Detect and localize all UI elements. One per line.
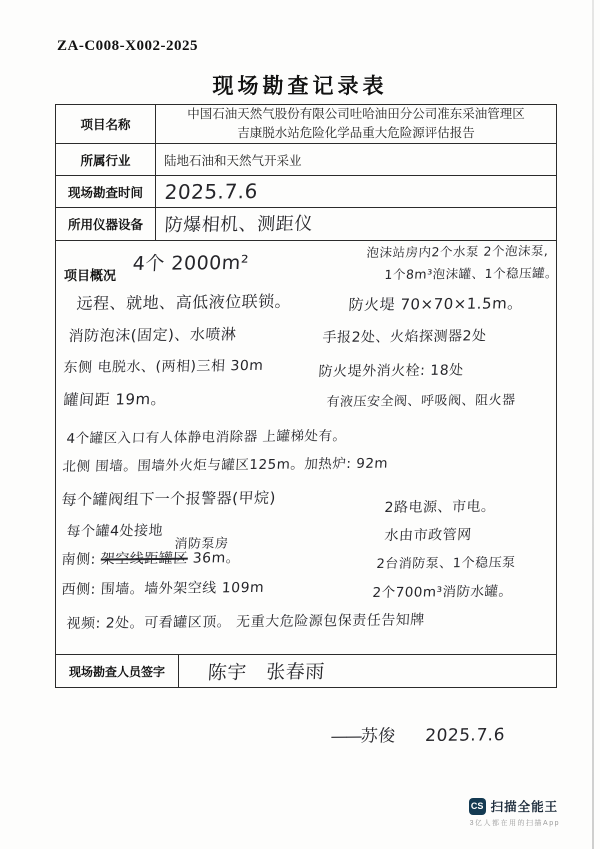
overview-note-south — [61, 547, 241, 569]
survey-record-table — [55, 104, 557, 688]
project-name-value — [156, 105, 556, 143]
field-label-survey-time: 现场勘查时间 — [56, 176, 156, 207]
form-title: 现场勘查记录表 — [212, 74, 388, 98]
scanner-app-watermark — [469, 797, 560, 828]
survey-time-handwriting: 2025.7.6 — [164, 178, 259, 204]
overview-note: 远程、就地、高低液位联锁。 — [76, 291, 292, 314]
overview-note: 每个罐阀组下一个报警器(甲烷) — [61, 488, 277, 510]
overview-note: 消防泵房 — [174, 536, 229, 552]
scanner-app-name: 扫描全能王 — [490, 800, 559, 814]
equipment-value — [156, 208, 556, 240]
overview-note: 泡沫站房内2个水泵 2个泡沫泵, — [366, 243, 549, 261]
approval-date: 2025.7.6 — [424, 725, 506, 747]
overview-note: 视频: 2处。可看罐区顶。 无重大危险源包保责任告知牌 — [66, 612, 426, 633]
field-label-equipment: 所用仪器设备 — [56, 208, 156, 240]
overview-note: 有液压安全阀、呼吸阀、阻火器 — [326, 393, 517, 410]
row-surveyor-signatures — [56, 655, 556, 687]
overview-note: 东侧 电脱水、(两相)三相 30m — [63, 357, 264, 377]
survey-time-value — [156, 176, 556, 207]
south-prefix: 南侧: — [61, 551, 102, 569]
scanner-app-tagline: 3亿人都在用的扫描App — [469, 820, 560, 827]
cs-logo-icon: CS — [469, 798, 486, 815]
overview-note: 1个8m³泡沫罐、1个稳压罐。 — [384, 265, 559, 283]
overview-note: 2个700m³消防水罐。 — [372, 583, 513, 601]
overview-note: 消防泡沫(固定)、水喷淋 — [68, 325, 237, 346]
overview-note: 2路电源、市电。 — [384, 498, 497, 517]
field-label-signatures: 现场勘查人员签字 — [56, 655, 179, 687]
industry-text: 陆地石油和天然气开采业 — [164, 153, 302, 168]
overview-note: 每个罐4处接地 — [66, 522, 164, 541]
signatures-value — [179, 655, 556, 687]
signature-stroke: —— — [330, 726, 362, 747]
document-number: ZA-C008-X002-2025 — [57, 38, 198, 54]
overview-note: 水由市政管网 — [384, 527, 473, 545]
row-equipment — [56, 208, 556, 241]
overview-note: 防火堤 70×70×1.5m。 — [348, 294, 524, 315]
overview-note: 西侧: 围墙。墙外架空线 109m — [61, 579, 265, 599]
overview-note: 手报2处、火焰探测器2处 — [322, 328, 487, 347]
row-industry — [56, 144, 556, 176]
row-survey-time — [56, 176, 556, 208]
overview-note: 防火堤外消火栓: 18处 — [318, 362, 465, 381]
field-label-industry: 所属行业 — [56, 144, 156, 175]
overview-note: 罐间距 19m。 — [63, 389, 167, 410]
equipment-handwriting: 防爆相机、测距仪 — [164, 213, 314, 237]
field-label-overview: 项目概况 — [64, 268, 117, 283]
project-name-line2: 吉康脱水站危险化学品重大危险源评估报告 — [237, 126, 475, 140]
south-suffix: 36m。 — [187, 550, 241, 567]
industry-value — [156, 144, 556, 175]
overview-note: 2台消防泵、1个稳压泵 — [376, 555, 517, 572]
overview-note: 4个罐区入口有人体静电消除器 上罐梯处有。 — [66, 428, 348, 447]
overview-note: 北侧 围墙。围墙外火炬与罐区125m。加热炉: 92m — [62, 455, 389, 475]
row-overview — [56, 241, 559, 655]
row-project-name — [56, 105, 556, 144]
field-label-project-name: 项目名称 — [56, 105, 156, 143]
overview-headline: 4个 2000m² — [132, 251, 250, 276]
south-struck-text: 架空线距罐区 — [100, 550, 189, 568]
approver-name: 苏俊 — [360, 726, 397, 747]
signatures-handwriting: 陈宇 张春雨 — [207, 660, 326, 684]
project-name-line1: 中国石油天然气股份有限公司吐哈油田分公司准东采油管理区 — [187, 106, 525, 121]
approval-signature — [330, 722, 504, 747]
